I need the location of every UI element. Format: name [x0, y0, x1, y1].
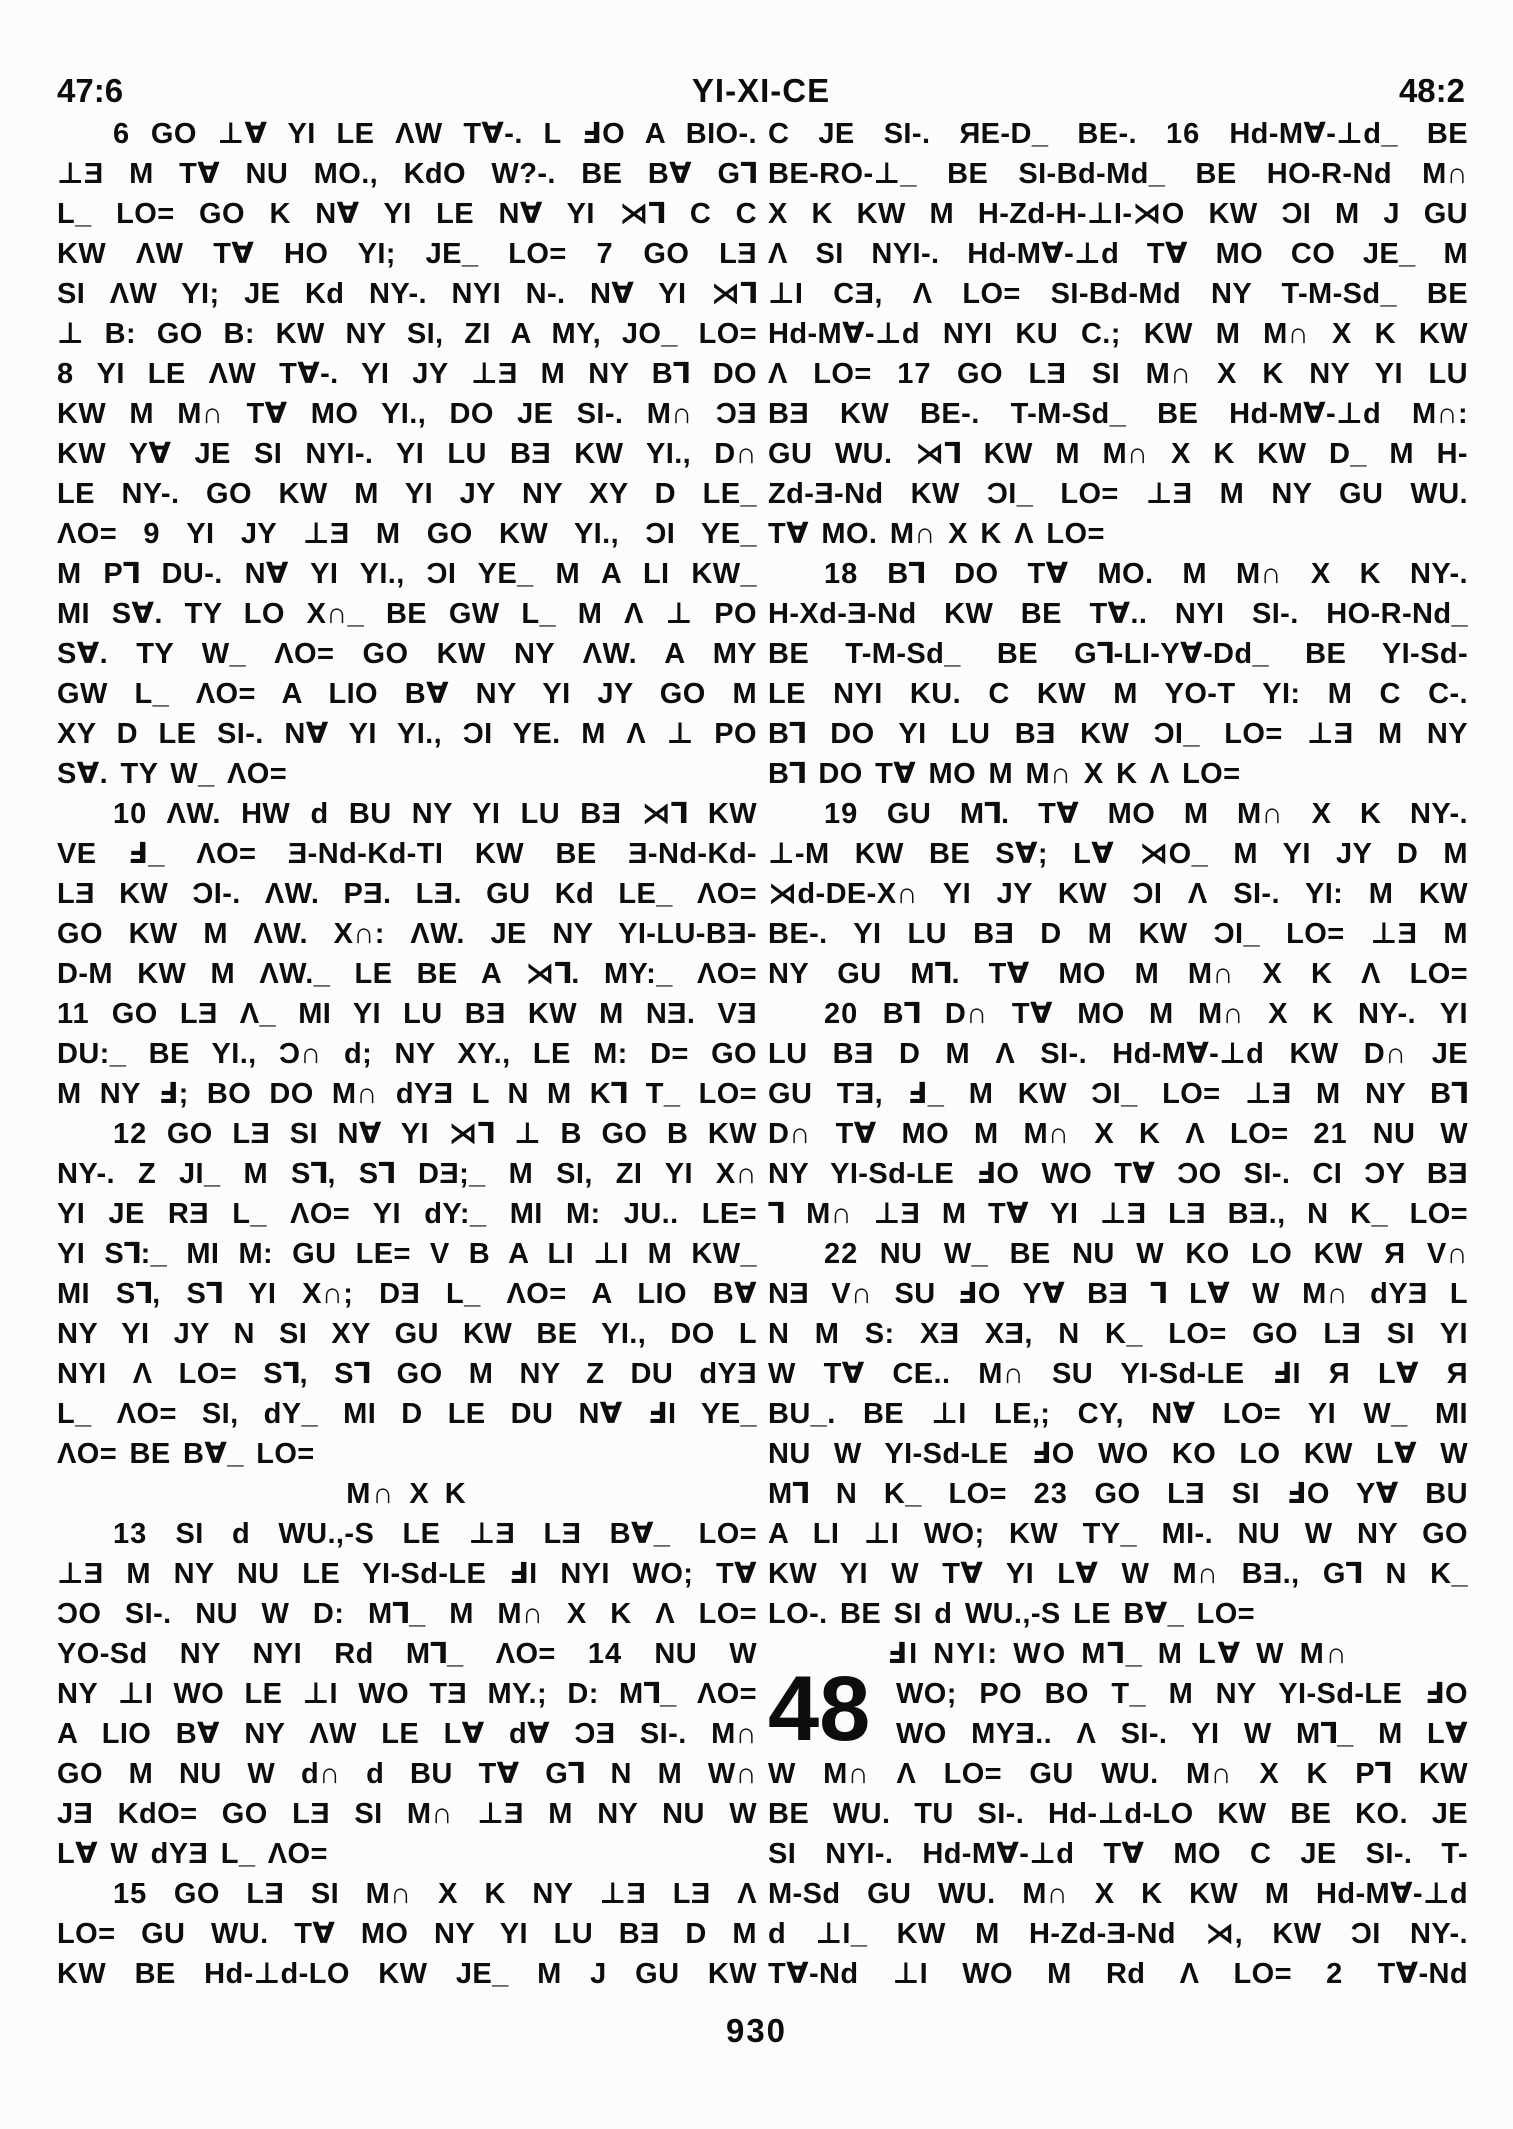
text-line: NY YI-Sd-LE ℲO WO T∀ ƆO SI-. CI ƆY BƎ	[768, 1158, 1468, 1190]
page-title: YI-XI-CE	[691, 72, 831, 109]
text-line: YI JE RƎ L_ ΛO= YI dY:_ MI M: JU.. LE=	[57, 1198, 757, 1230]
text-line: M⅂ N K_ LO= 23 GO LƎ SI ℲO Y∀ BU	[768, 1478, 1468, 1510]
text-line: ƆO SI-. NU W D: M⅂_ M M∩ X K Λ LO=	[57, 1598, 757, 1630]
text-line: ⊥I CƎ, Λ LO= SI-Bd-Md NY T-M-Sd_ BE	[768, 278, 1468, 310]
text-line: YI S⅂:_ MI M: GU LE= V B A LI ⊥I M KW_	[57, 1238, 757, 1270]
verse-number: 20	[824, 998, 859, 1030]
text-line: 20 B⅂ D∩ T∀ MO M M∩ X K NY-. YI	[824, 998, 1468, 1030]
text-line: GO KW M ΛW. X∩: ΛW. JE NY YI-LU-BƎ-	[57, 918, 757, 950]
verse-number: 15	[113, 1878, 148, 1910]
text-line: S∀. TY W_ ΛO=	[57, 758, 288, 790]
text-line: NY YI JY N SI XY GU KW BE YI., DO L	[57, 1318, 757, 1350]
text-line: GU WU. ⋊⅂ KW M M∩ X K KW D_ M H-	[768, 438, 1468, 470]
text-line: Hd-M∀-⊥d NYI KU C.; KW M M∩ X K KW	[768, 318, 1468, 350]
text-line: NU W YI-Sd-LE ℲO WO KO LO KW L∀ W	[768, 1438, 1468, 1470]
text-line: MI S⅂, S⅂ YI X∩; DƎ L_ ΛO= A LIO B∀	[57, 1278, 757, 1310]
text-line: WO; PO BO T_ M NY YI-Sd-LE ℲO	[896, 1678, 1468, 1710]
text-line: Λ SI NYI-. Hd-M∀-⊥d T∀ MO CO JE_ M	[768, 238, 1468, 270]
text-line: KW BE Hd-⊥d-LO KW JE_ M J GU KW	[57, 1958, 757, 1990]
text-line: 6 GO ⊥∀ YI LE ΛW T∀-. L ℲO A BIO-.	[113, 118, 757, 150]
text-line: SI ΛW YI; JE Kd NY-. NYI N-. N∀ YI ⋊⅂	[57, 278, 757, 310]
text-line: ⋊d-DE-X∩ YI JY KW ƆI Λ SI-. YI: M KW	[768, 878, 1468, 910]
text-line: LU BƎ D M Λ SI-. Hd-M∀-⊥d KW D∩ JE	[768, 1038, 1468, 1070]
text-line: KW Y∀ JE SI NYI-. YI LU BƎ KW YI., D∩	[57, 438, 757, 470]
text-line: JƎ KdO= GO LƎ SI M∩ ⊥Ǝ M NY NU W	[57, 1798, 757, 1830]
text-line: BE-RO-⊥_ BE SI-Bd-Md_ BE HO-R-Nd M∩	[768, 158, 1468, 190]
text-line: LE NY-. GO KW M YI JY NY XY D LE_	[57, 478, 757, 510]
verse-number: 23	[1033, 1478, 1068, 1510]
text-line: KW YI W T∀ YI L∀ W M∩ BƎ., G⅂ N K_	[768, 1558, 1468, 1590]
verse-number: 2	[1326, 1958, 1344, 1990]
verse-number: 7	[596, 238, 614, 270]
text-line: L∀ W dYƎ L_ ΛO=	[57, 1838, 328, 1870]
text-line: M NY Ⅎ; BO DO M∩ dYƎ L N M K⅂ T_ LO=	[57, 1078, 757, 1110]
text-line: L_ ΛO= SI, dY_ MI D LE DU N∀ ℲI YE_	[57, 1398, 757, 1430]
text-line: GW L_ ΛO= A LIO B∀ NY YI JY GO M	[57, 678, 757, 710]
text-line: B⅂ DO T∀ MO M M∩ X K Λ LO=	[768, 758, 1241, 790]
section-heading: M∩ X K	[346, 1478, 468, 1510]
text-line: GU TƎ, Ⅎ_ M KW ƆI_ LO= ⊥Ǝ M NY B⅂	[768, 1078, 1468, 1110]
text-line: LƎ KW ƆI-. ΛW. PƎ. LƎ. GU Kd LE_ ΛO=	[57, 878, 757, 910]
text-line: 10 ΛW. HW d BU NY YI LU BƎ ⋊⅂ KW	[113, 798, 757, 830]
text-line: W M∩ Λ LO= GU WU. M∩ X K P⅂ KW	[768, 1758, 1468, 1790]
text-line: H-Xd-Ǝ-Nd KW BE T∀.. NYI SI-. HO-R-Nd_	[768, 598, 1468, 630]
text-line: NY-. Z JI_ M S⅂, S⅂ DƎ;_ M SI, ZI YI X∩	[57, 1158, 757, 1190]
text-line: BU_. BE ⊥I LE,; CY, N∀ LO= YI W_ MI	[768, 1398, 1468, 1430]
text-line: S∀. TY W_ ΛO= GO KW NY ΛW. A MY	[57, 638, 757, 670]
text-line: LE NYI KU. C KW M YO-T YI: M C C-.	[768, 678, 1468, 710]
text-line: B⅂ DO YI LU BƎ KW ƆI_ LO= ⊥Ǝ M NY	[768, 718, 1468, 750]
verse-number: 10	[113, 798, 148, 830]
text-line: 15 GO LƎ SI M∩ X K NY ⊥Ǝ LƎ Λ	[113, 1878, 757, 1910]
text-line: ⊥-M KW BE S∀; L∀ ⋊O_ M YI JY D M	[768, 838, 1468, 870]
text-line: BE T-M-Sd_ BE G⅂-LI-Y∀-Dd_ BE YI-Sd-	[768, 638, 1468, 670]
verse-number: 16	[1166, 118, 1201, 150]
text-line: BE WU. TU SI-. Hd-⊥d-LO KW BE KO. JE	[768, 1798, 1468, 1830]
verse-number: 17	[897, 358, 932, 390]
text-line: VE Ⅎ_ ΛO= Ǝ-Nd-Kd-TI KW BE Ǝ-Nd-Kd-	[57, 838, 757, 870]
text-line: ΛO= 9 YI JY ⊥Ǝ M GO KW YI., ƆI YE_	[57, 518, 757, 550]
verse-number: 22	[824, 1238, 859, 1270]
text-line: GO M NU W d∩ d BU T∀ G⅂ N M W∩	[57, 1758, 757, 1790]
text-line: NY ⊥I WO LE ⊥I WO TƎ MY.; D: M⅂_ ΛO=	[57, 1678, 757, 1710]
text-line: 13 SI d WU.,-S LE ⊥Ǝ LƎ B∀_ LO=	[113, 1518, 757, 1550]
text-line: BE-. YI LU BƎ D M KW ƆI_ LO= ⊥Ǝ M	[768, 918, 1468, 950]
verse-number: 13	[113, 1518, 148, 1550]
text-line: SI NYI-. Hd-M∀-⊥d T∀ MO C JE SI-. T-	[768, 1838, 1468, 1870]
text-line: Λ LO= 17 GO LƎ SI M∩ X K NY YI LU	[768, 358, 1468, 390]
text-line: T∀-Nd ⊥I WO M Rd Λ LO= 2 T∀-Nd	[768, 1958, 1468, 1990]
text-line: D∩ T∀ MO M M∩ X K Λ LO= 21 NU W	[768, 1118, 1468, 1150]
page-number: 930	[725, 2012, 788, 2049]
text-line: 12 GO LƎ SI N∀ YI ⋊⅂ ⊥ B GO B KW	[113, 1118, 757, 1150]
verse-number: 14	[587, 1638, 623, 1670]
text-line: YO-Sd NY NYI Rd M⅂_ ΛO= 14 NU W	[57, 1638, 757, 1670]
text-line: 8 YI LE ΛW T∀-. YI JY ⊥Ǝ M NY B⅂ DO	[57, 358, 757, 390]
text-line: L_ LO= GO K N∀ YI LE N∀ YI ⋊⅂ C C	[57, 198, 757, 230]
header-right-reference: 48:2	[1398, 72, 1465, 109]
text-line: XY D LE SI-. N∀ YI YI., ƆI YE. M Λ ⊥ PO	[57, 718, 757, 750]
text-line: M-Sd GU WU. M∩ X K KW M Hd-M∀-⊥d	[768, 1878, 1468, 1910]
text-line: A LI ⊥I WO; KW TY_ MI-. NU W NY GO	[768, 1518, 1468, 1550]
text-line: T∀ MO. M∩ X K Λ LO=	[768, 518, 1105, 550]
verse-number: 9	[143, 518, 161, 550]
text-line: Zd-Ǝ-Nd KW ƆI_ LO= ⊥Ǝ M NY GU WU.	[768, 478, 1468, 510]
verse-number: 18	[824, 558, 859, 590]
text-line: M P⅂ DU-. N∀ YI YI., ƆI YE_ M A LI KW_	[57, 558, 757, 590]
verse-number: 19	[824, 798, 859, 830]
text-line: ⊥Ǝ M NY NU LE YI-Sd-LE ℲI NYI WO; T∀	[57, 1558, 757, 1590]
text-line: WO MYƎ.. Λ SI-. YI W M⅂_ M L∀	[896, 1718, 1468, 1750]
text-line: 19 GU M⅂. T∀ MO M M∩ X K NY-.	[824, 798, 1468, 830]
text-line: d ⊥I_ KW M H-Zd-Ǝ-Nd ⋊, KW ƆI NY-.	[768, 1918, 1468, 1950]
verse-number: 21	[1313, 1118, 1348, 1150]
verse-number: 6	[113, 118, 131, 150]
verse-number: 8	[57, 358, 75, 390]
text-line: C JE SI-. ЯE-D_ BE-. 16 Hd-M∀-⊥d_ BE	[768, 118, 1468, 150]
text-line: ⊥Ǝ M T∀ NU MO., KdO W?-. BE B∀ G⅂	[57, 158, 757, 190]
section-heading: ℲI NYI: WO M⅂_ M L∀ W M∩	[887, 1638, 1349, 1670]
text-line: NYI Λ LO= S⅂, S⅂ GO M NY Z DU dYƎ	[57, 1358, 757, 1390]
text-line: D-M KW M ΛW._ LE BE A ⋊⅂. MY:_ ΛO=	[57, 958, 757, 990]
text-line: DU:_ BE YI., Ɔ∩ d; NY XY., LE M: D= GO	[57, 1038, 757, 1070]
text-line: X K KW M H-Zd-H-⊥I-⋊O KW ƆI M J GU	[768, 198, 1468, 230]
text-line: 18 B⅂ DO T∀ MO. M M∩ X K NY-.	[824, 558, 1468, 590]
text-line: A LIO B∀ NY ΛW LE L∀ d∀ ƆƎ SI-. M∩	[57, 1718, 757, 1750]
column-left	[57, 114, 757, 1994]
text-line: ΛO= BE B∀_ LO=	[57, 1438, 315, 1470]
text-line: LO-. BE SI d WU.,-S LE B∀_ LO=	[768, 1598, 1255, 1630]
text-line: ⅂ M∩ ⊥Ǝ M T∀ YI ⊥Ǝ LƎ BƎ., N K_ LO=	[768, 1198, 1468, 1230]
page-header	[57, 72, 1465, 114]
text-line: KW ΛW T∀ HO YI; JE_ LO= 7 GO LƎ	[57, 238, 757, 270]
text-line: KW M M∩ T∀ MO YI., DO JE SI-. M∩ ƆƎ	[57, 398, 757, 430]
verse-number: 11	[57, 998, 90, 1030]
text-line: W T∀ CE.. M∩ SU YI-Sd-LE ℲI Я L∀ Я	[768, 1358, 1468, 1390]
verse-number: 12	[113, 1118, 148, 1150]
chapter-number: 48	[768, 1658, 871, 1760]
text-line: NƎ V∩ SU ℲO Y∀ BƎ ⅂ L∀ W M∩ dYƎ L	[768, 1278, 1468, 1310]
text-line: N M S: XƎ XƎ, N K_ LO= GO LƎ SI YI	[768, 1318, 1468, 1350]
text-line: NY GU M⅂. T∀ MO M M∩ X K Λ LO=	[768, 958, 1468, 990]
text-line: 11 GO LƎ Λ_ MI YI LU BƎ KW M NƎ. VƎ	[57, 998, 757, 1030]
text-line: BƎ KW BE-. T-M-Sd_ BE Hd-M∀-⊥d M∩:	[768, 398, 1468, 430]
text-line: MI S∀. TY LO X∩_ BE GW L_ M Λ ⊥ PO	[57, 598, 757, 630]
header-left-reference: 47:6	[57, 72, 124, 109]
column-right	[768, 114, 1468, 1994]
text-line: 22 NU W_ BE NU W KO LO KW Я V∩	[824, 1238, 1468, 1270]
text-line: LO= GU WU. T∀ MO NY YI LU BƎ D M	[57, 1918, 757, 1950]
text-line: ⊥ B: GO B: KW NY SI, ZI A MY, JO_ LO=	[57, 318, 757, 350]
